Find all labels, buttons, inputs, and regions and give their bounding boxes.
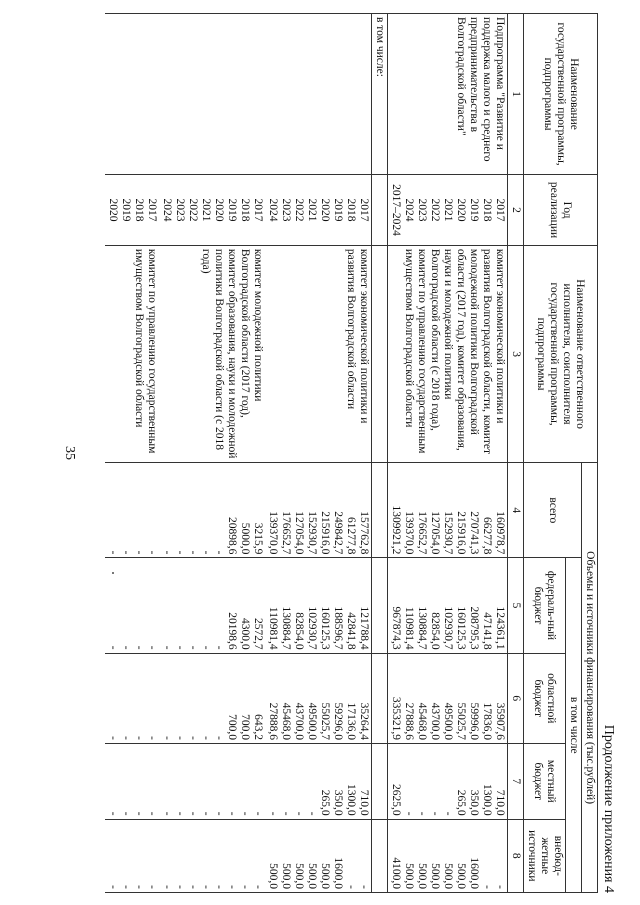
header-federal: федераль-ный бюджет [524, 557, 566, 652]
local-cell: - - - - [105, 743, 159, 819]
federal-cell: 121788,4 42841,8 188596,7 160125,3 102930,7 82854,0 130884,7 110981,4 [265, 557, 372, 652]
col-number: 2 [508, 174, 524, 245]
federal-cell: - - - - [105, 557, 159, 652]
total-cell: 160978,7 66277,8 270741,3 215916,0 152930,7 127054,0 176652,7 139370,0 1309921,2 [388, 462, 508, 557]
years-cell: 2017 2018 2019 2020 2021 2022 2023 2024 2017–2024 [388, 174, 508, 245]
program-name-cell [265, 13, 372, 174]
local-cell: 710,0 1300,0 350,0 265,0 - - - - 2625,0 [388, 743, 508, 819]
years-cell: 2017 2018 2019 2020 2021 2022 2023 2024 [265, 174, 372, 245]
page-number: 35 [62, 446, 77, 460]
table-row [265, 13, 372, 892]
extra-cell: - - 1600,0 500,0 500,0 500,0 500,0 500,0 [265, 819, 372, 892]
incl-label: в том числе: [372, 13, 388, 174]
regional-cell: - - - - [105, 653, 159, 743]
table-row [388, 13, 508, 892]
executor-cell: комитет молодежной политики Волгоградской области (2017 год), комитет образования, науки и молодежной политики Волгоградской области (с 2018 года) [159, 245, 265, 462]
table-row [105, 13, 159, 892]
executor-cell: комитет экономической политики и развития Волгоградской области, комитет молодежной политики Волгоградской области (2017 год), комитет образования, науки и молодежной политики Волгоградской области (с 2018 года), комитет по управлению государственным имуществом Волгоградской области [388, 245, 508, 462]
header-incl: в том числе [566, 557, 582, 892]
federal-cell: 2572,7 4300,0 20198,6 - - - - - [159, 557, 265, 652]
total-cell: 157762,8 61277,8 249842,7 215916,0 152930,7 127054,0 176652,7 139370,0 [265, 462, 372, 557]
program-name-cell [159, 13, 265, 174]
years-cell: 2017 2018 2019 2020 2021 2022 2023 2024 [159, 174, 265, 245]
total-cell: - - - - [105, 462, 159, 557]
table-row [159, 13, 265, 892]
header-executor: Наименование ответственного исполнителя, соисполнителя государственной программы, подпрограммы [524, 245, 598, 462]
program-name-cell [105, 13, 159, 174]
local-cell: 710,0 1300,0 350,0 265,0 - - - - [265, 743, 372, 819]
header-total: всего [524, 462, 582, 557]
federal-cell: 124361,1 47141,8 208795,3 160125,3 102930,7 82854,0 130884,7 110981,4 967874,3 [388, 557, 508, 652]
regional-cell: 35907,6 17836,0 59996,0 55025,7 49500,0 43700,0 45468,0 27888,6 335321,9 [388, 653, 508, 743]
header-regional: областной бюджет [524, 653, 566, 743]
header-year: Год реализации [524, 174, 598, 245]
executor-cell: комитет экономической политики и развития Волгоградской области [265, 245, 372, 462]
col-number: 8 [508, 819, 524, 892]
total-cell: 3215,9 5000,0 20898,6 - - - - - [159, 462, 265, 557]
col-number: 4 [508, 462, 524, 557]
header-extra: внебюд-жетные источники [524, 819, 566, 892]
extra-cell: - - 1600,0 500,0 500,0 500,0 500,0 500,0 4100,0 [388, 819, 508, 892]
incl-row [372, 13, 388, 892]
col-number: 1 [508, 13, 524, 174]
rotated-document [20, 13, 620, 893]
header-program-name: Наименование государственной программы, подпрограммы [524, 13, 598, 174]
col-number: 3 [508, 245, 524, 462]
appendix-title: Продолжение приложения 4 [601, 724, 616, 893]
header-local: местный бюджет [524, 743, 566, 819]
extra-cell: - - - - [105, 819, 159, 892]
local-cell: - - - - - - - - [159, 743, 265, 819]
regional-cell: 643,2 700,0 700,0 - - - - - [159, 653, 265, 743]
regional-cell: 35264,4 17136,0 59296,0 55025,7 49500,0 43700,0 45468,0 27888,6 [265, 653, 372, 743]
col-number: 5 [508, 557, 524, 652]
years-cell: 2017 2018 2019 2020 [105, 174, 159, 245]
budget-table [105, 13, 598, 893]
header-funding: Объемы и источники финансирования (тыс.рублей) [582, 462, 598, 892]
program-name-cell: Подпрограмма "Развитие и поддержка малого и среднего предпринимательства в Волгоградской области" [388, 13, 508, 174]
col-number: 7 [508, 743, 524, 819]
extra-cell: - - - - - - - - [159, 819, 265, 892]
col-number: 6 [508, 653, 524, 743]
executor-cell: комитет по управлению государственным имуществом Волгоградской области [105, 245, 159, 462]
